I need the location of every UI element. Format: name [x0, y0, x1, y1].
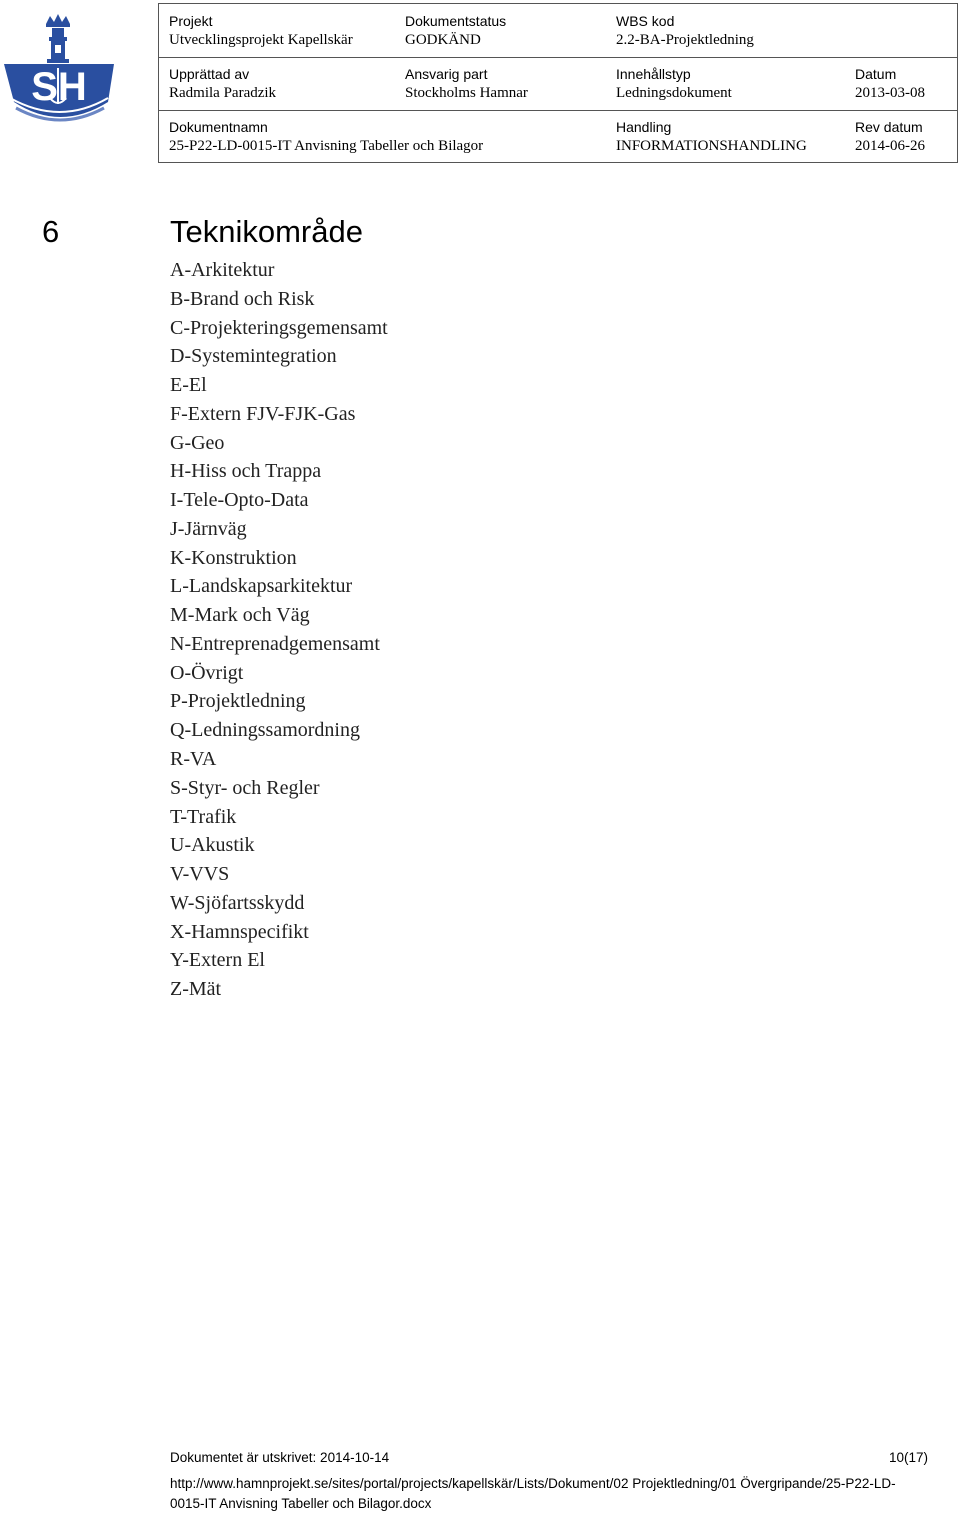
list-item: G-Geo: [170, 431, 225, 454]
header-cell-projekt: [159, 4, 395, 57]
section-number: 6: [42, 214, 60, 249]
header-label: Dokumentstatus: [405, 13, 507, 29]
list-item: V-VVS: [170, 863, 230, 886]
header-label: Upprättad av: [169, 66, 250, 82]
section-heading: [42, 214, 363, 250]
list-item: S-Styr- och Regler: [170, 776, 320, 799]
header-value: INFORMATIONSHANDLING: [616, 138, 807, 154]
header-value: Radmila Paradzik: [169, 85, 277, 101]
list-item: E-El: [170, 374, 207, 397]
header-label: WBS kod: [616, 13, 675, 29]
list-item: K-Konstruktion: [170, 546, 297, 569]
header-value: 25-P22-LD-0015-IT Anvisning Tabeller och Bilagor: [169, 138, 484, 154]
header-cell-innehallstyp: [606, 57, 845, 110]
header-cell-wbs-kod: [606, 4, 957, 57]
list-item: U-Akustik: [170, 834, 255, 857]
header-value: Stockholms Hamnar: [405, 85, 528, 101]
list-item: W-Sjöfartsskydd: [170, 891, 305, 914]
page-number: 10(17): [888, 1450, 928, 1465]
list-item: O-Övrigt: [170, 661, 244, 684]
crown-icon: [46, 14, 70, 27]
stockholms-hamnar-logo: [0, 14, 118, 132]
list-item: T-Trafik: [170, 805, 237, 828]
list-item: H-Hiss och Trappa: [170, 460, 322, 483]
list-item: J-Järnväg: [170, 517, 247, 540]
header-value: 2014-06-26: [855, 138, 925, 154]
logo-letters: SH: [31, 65, 87, 109]
list-item: N-Entreprenadgemensamt: [170, 632, 380, 655]
header-value: Utvecklingsprojekt Kapellskär: [169, 32, 353, 48]
document-header-table: [158, 3, 958, 163]
header-cell-datum: [845, 57, 957, 110]
section-title: Teknikområde: [170, 214, 363, 249]
list-item: Z-Mät: [170, 978, 222, 1001]
header-label: Rev datum: [855, 119, 923, 135]
header-cell-rev-datum: [845, 110, 957, 163]
tower-icon: [47, 28, 69, 63]
list-item: P-Projektledning: [170, 690, 306, 713]
header-row-2: [159, 57, 957, 111]
list-item: I-Tele-Opto-Data: [170, 489, 309, 512]
header-label: Handling: [616, 119, 672, 135]
list-item: D-Systemintegration: [170, 345, 337, 368]
footer-print-line: [170, 1450, 928, 1465]
header-label: Dokumentnamn: [169, 119, 268, 135]
header-cell-ansvarig-part: [395, 57, 606, 110]
header-value: 2013-03-08: [855, 85, 925, 101]
header-value: Ledningsdokument: [616, 85, 732, 101]
header-label: Ansvarig part: [405, 66, 488, 82]
header-cell-dokumentnamn: [159, 110, 606, 163]
list-item: F-Extern FJV-FJK-Gas: [170, 402, 356, 425]
header-label: Datum: [855, 66, 897, 82]
list-item: M-Mark och Väg: [170, 604, 310, 627]
header-value: GODKÄND: [405, 32, 481, 48]
header-cell-handling: [606, 110, 845, 163]
print-date: Dokumentet är utskrivet: 2014-10-14: [170, 1450, 390, 1465]
document-url: http://www.hamnprojekt.se/sites/portal/projects/kapellskär/Lists/Dokument/02 Projektledning/01 Övergripande/25-P22-LD-0015-IT Anvisning Tabeller och Bilagor.docx: [170, 1476, 896, 1511]
header-row-3: [159, 110, 957, 163]
list-item: A-Arkitektur: [170, 259, 275, 281]
header-label: Innehållstyp: [616, 66, 691, 82]
list-item: L-Landskapsarkitektur: [170, 575, 353, 598]
header-label: Projekt: [169, 13, 213, 29]
header-cell-dokumentstatus: [395, 4, 606, 57]
list-item: Y-Extern El: [170, 949, 265, 972]
technical-area-list: [170, 256, 388, 1004]
header-value: 2.2-BA-Projektledning: [616, 32, 754, 48]
list-item: X-Hamnspecifikt: [170, 920, 309, 943]
list-item: C-Projekteringsgemensamt: [170, 316, 388, 339]
list-item: B-Brand och Risk: [170, 287, 315, 310]
list-item: Q-Ledningssamordning: [170, 719, 360, 742]
list-item: R-VA: [170, 748, 217, 771]
header-row-1: [159, 4, 957, 58]
header-cell-upprattad-av: [159, 57, 395, 110]
